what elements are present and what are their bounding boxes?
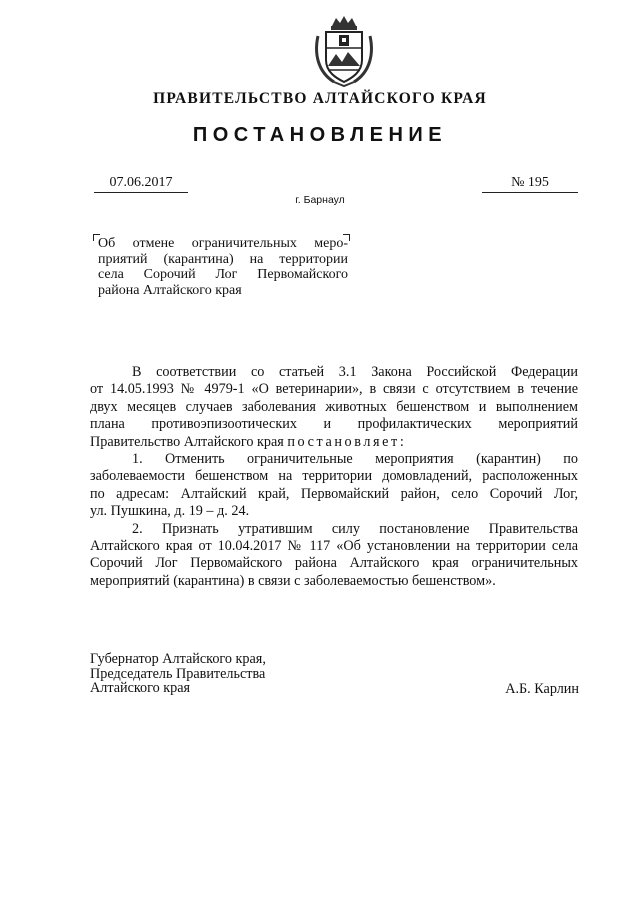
subject-block [98, 236, 348, 298]
item2-line: Алтайского края от 10.04.2017 № 117 «Об установлении на территории села [90, 538, 578, 555]
item2-line: 2. Признать утратившим силу постановление Правительства [132, 520, 578, 537]
item2-line: мероприятий (карантина) в связи с заболеваемостью бешенством». [90, 572, 496, 589]
document-body [90, 364, 578, 590]
item1-line: заболеваемости бешенством на территории домовладений, расположенных [90, 468, 578, 485]
city-label: г. Барнаул [295, 194, 345, 206]
subject-line: села Сорочий Лог Первомайского [98, 267, 348, 282]
resolves-word: постановляет: [287, 433, 407, 450]
item1-line: ул. Пушкина, д. 19 – д. 24. [90, 503, 250, 520]
preamble-last-text: Правительство Алтайского края [90, 433, 288, 450]
signatory-position-line: Алтайского края [90, 680, 191, 696]
item2-line: Сорочий Лог Первомайского района Алтайского края ограничительных [90, 555, 578, 572]
altai-krai-coat-of-arms-icon [312, 14, 376, 88]
signatory-position [90, 652, 266, 696]
signatory-position-line: Председатель Правительства [90, 665, 266, 682]
document-type-heading: ПОСТАНОВЛЕНИЕ [192, 124, 448, 146]
item1-line: по адресам: Алтайский край, Первомайский район, село Сорочий Лог, [90, 485, 578, 502]
preamble-line: от 14.05.1993 № 4979-1 «О ветеринарии», в связи с отсутствием в течение [90, 381, 578, 398]
subject-line: района Алтайского края [98, 282, 242, 298]
preamble-last-line [90, 434, 578, 451]
preamble-line: В соответствии со статьей 3.1 Закона Российской Федерации [132, 364, 578, 380]
item1-line: 1. Отменить ограничительные мероприятия (карантин) по [132, 451, 578, 468]
government-title: ПРАВИТЕЛЬСТВО АЛТАЙСКОГО КРАЯ [153, 90, 487, 107]
signatory-name: А.Б. Карлин [505, 681, 579, 697]
preamble-line: двух месяцев случаев заболевания животных бешенством и выполнением [90, 398, 578, 415]
preamble-line: плана противоэпизоотических и профилактических мероприятий [90, 416, 578, 433]
document-date: 07.06.2017 [94, 175, 188, 193]
document-number: № 195 [482, 175, 578, 193]
subject-line: Об отмене ограничительных меро- [98, 236, 348, 251]
subject-line: приятий (карантина) на территории [98, 251, 348, 267]
signatory-position-line: Губернатор Алтайского края, [90, 651, 266, 667]
